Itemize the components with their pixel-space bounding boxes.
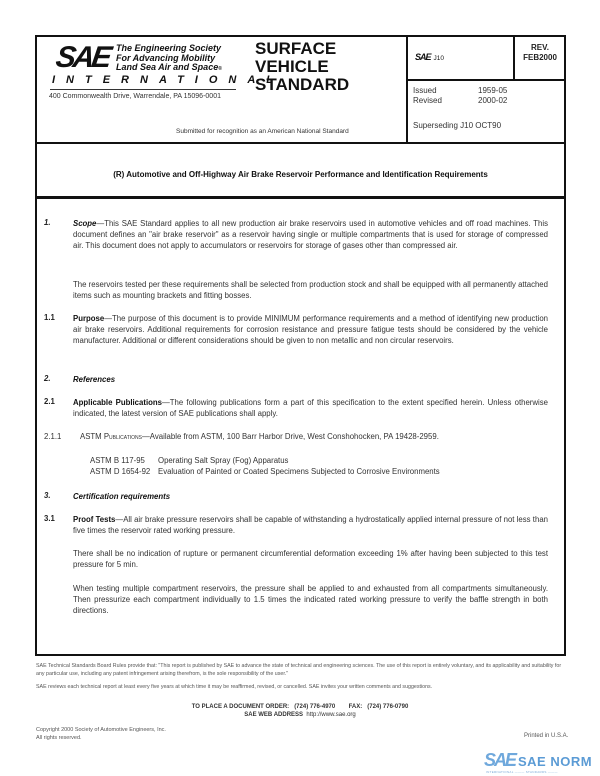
doc-number <box>415 52 444 62</box>
web-link[interactable]: http://www.sae.org <box>306 712 356 718</box>
section-heading: Purpose <box>73 314 105 323</box>
section-heading: ASTM Publications <box>80 432 142 441</box>
sae-norm-watermark <box>484 750 600 776</box>
standard-type <box>255 40 349 94</box>
document-title: (R) Automotive and Off-Highway Air Brake Reservoir Performance and Identification Requirements <box>113 170 488 179</box>
paragraph: The reservoirs tested per these requirements shall be selected from production stock and shall be equipped with all permanently attached items such as mounting brackets and fitting bosses. <box>73 280 548 300</box>
section-heading: Certification requirements <box>73 492 171 501</box>
watermark-subtitle: INTERNATIONAL ——— STANDARDS ——— <box>486 770 558 774</box>
policy-note: SAE Technical Standards Board Rules provide that: "This report is published by SAE to advance the state of technical and engineering sciences. The use of this report is entirely voluntary, and its applicability and suitability for any particular use, including any patent infringement arising therefrom, is the sole responsibility of the user." <box>36 663 562 677</box>
section-astm-publications: ASTM Publications—Available from ASTM, 100 Barr Harbor Drive, West Conshohocken, PA 19428-2959. <box>80 432 439 441</box>
section-heading: Scope <box>73 219 97 228</box>
tagline-line: For Advancing Mobility <box>116 52 216 63</box>
section-number: 1. <box>44 218 51 227</box>
section-heading: References <box>73 375 116 384</box>
revision-value: FEB2000 <box>523 53 557 62</box>
reference-item: ASTM B 117-95 Operating Salt Spray (Fog) Apparatus <box>90 456 289 465</box>
date-row: Issued 1959-05 <box>413 86 508 95</box>
printed-in: Printed in U.S.A. <box>524 733 569 739</box>
tagline-line: Land Sea Air and Space® <box>116 62 222 72</box>
section-number: 3. <box>44 491 51 500</box>
logo-rule <box>50 89 236 90</box>
section-number: 2. <box>44 374 51 383</box>
section-applicable-publications: Applicable Publications—The following publications form a part of this specification to the extent specified herein. Unless otherwise indicated, the latest version of SAE publications shall apply. <box>73 398 548 418</box>
header-divider <box>513 35 515 81</box>
standard-type-line: STANDARD <box>255 75 350 94</box>
registered-mark: ® <box>218 66 222 72</box>
sae-logo: SAE <box>53 41 112 74</box>
revision-label: REV. <box>531 43 549 52</box>
section-scope: Scope—This SAE Standard applies to all new production air brake reservoirs used in automotive vehicles and off road machines. This document defines an "air brake reservoir" as a reservoir having single or multiple compartments that is used for storage of compressed air. This document does not apply to accumulators or reservoirs for storage of gases other than compressed air. <box>73 219 548 250</box>
logo-tagline <box>116 44 222 75</box>
doc-number-value: J10 <box>433 55 444 62</box>
order-info: TO PLACE A DOCUMENT ORDER: (724) 776-4970 FAX: (724) 776-0790 <box>191 704 409 710</box>
section-number: 2.1.1 <box>44 432 62 441</box>
header-divider <box>406 35 408 142</box>
standard-type-line: SURFACE <box>255 39 337 58</box>
review-note: SAE reviews each technical report at least every five years at which time it may be reaffirmed, revised, or cancelled. SAE invites your written comments and suggestions. <box>36 684 433 690</box>
ansi-note: Submitted for recognition as an American National Standard <box>176 128 349 135</box>
section-number: 3.1 <box>44 514 55 523</box>
web-address: SAE WEB ADDRESS http://www.sae.org <box>244 712 356 718</box>
address: 400 Commonwealth Drive, Warrendale, PA 15096-0001 <box>49 93 221 100</box>
section-purpose: Purpose—The purpose of this document is to provide MINIMUM performance requirements and a method of identifying new production air brake reservoirs. Additional requirements for corrosion resistance and pressure fatigue tests should be considered by the vehicle manufacturer. Additional or different considerations should be given to non metallic and non circular reservoirs. <box>73 314 548 345</box>
standard-type-line: VEHICLE <box>255 57 329 76</box>
watermark-text: SAE NORM <box>518 754 593 769</box>
watermark-logo: SAE <box>484 750 516 770</box>
revision <box>516 43 564 63</box>
section-heading: Proof Tests <box>73 515 116 524</box>
sae-mini-logo: SAE <box>415 52 431 62</box>
section-proof-tests: Proof Tests—All air brake pressure reservoirs shall be capable of withstanding a hydrostatically applied internal pressure of not less than five times the reservoir rated working pressure. <box>73 515 548 535</box>
paragraph: There shall be no indication of rupture or permanent circumferential deformation exceeding 1% after having been subjected to this test pressure for 5 min. <box>73 549 548 569</box>
date-row: Revised 2000-02 <box>413 96 508 105</box>
reference-item: ASTM D 1654-92 Evaluation of Painted or Coated Specimens Subjected to Corrosive Environments <box>90 467 440 476</box>
copyright: Copyright 2000 Society of Automotive Engineers, Inc. All rights reserved. <box>36 727 166 741</box>
dates <box>413 86 507 106</box>
section-number: 1.1 <box>44 313 55 322</box>
tagline-line: The Engineering Society <box>116 43 222 53</box>
section-number: 2.1 <box>44 397 55 406</box>
section-heading: Applicable Publications <box>73 398 162 407</box>
header-divider <box>406 79 564 81</box>
logo-international: INTERNATIONAL <box>52 74 285 86</box>
paragraph: When testing multiple compartment reservoirs, the pressure shall be applied to and exhausted from all compartments simultaneously. Then pressurize each compartment individually to 1.5 times the indicated rated working pressure to verify the baffle strength in both directions. <box>73 584 548 615</box>
superseding: Superseding J10 OCT90 <box>413 121 502 130</box>
